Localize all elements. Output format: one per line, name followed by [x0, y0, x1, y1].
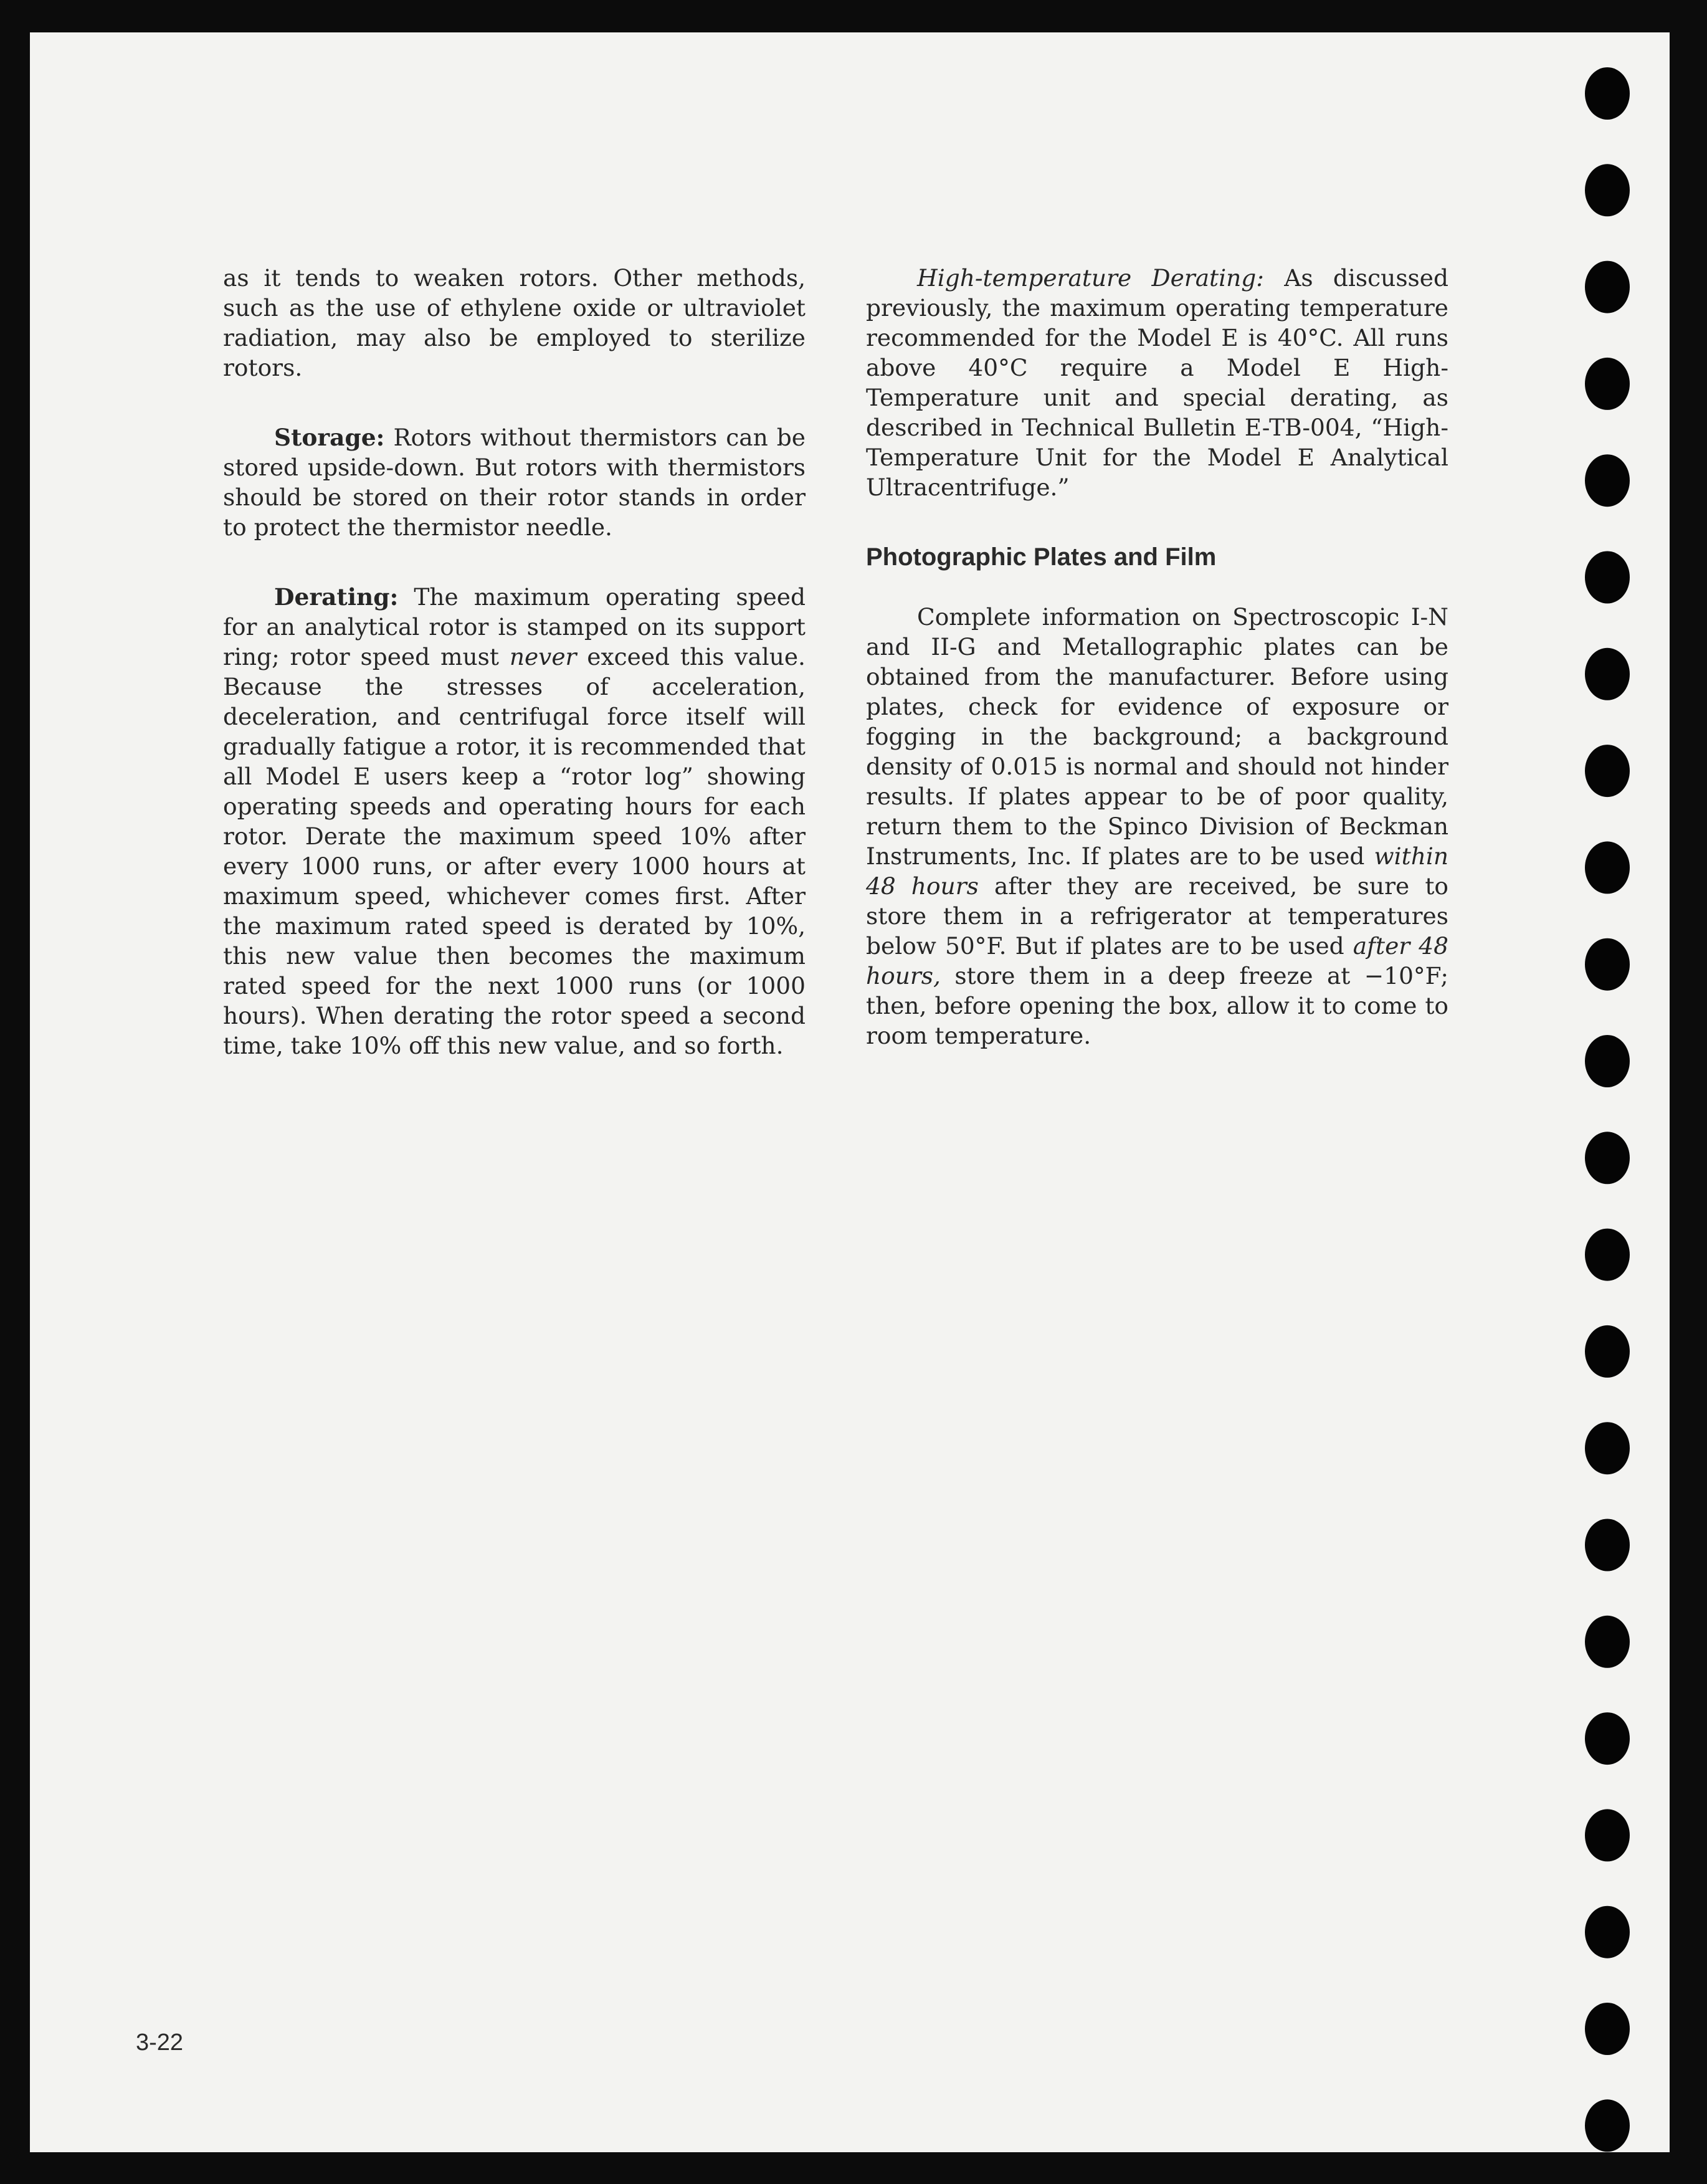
photo-text-part-1: Complete information on Spectroscopic I-N and II-G and Metallographic plates can be obtained from the manufacturer. Before using plates, check for evidence of exposure or fogging in the background; a background density of 0.015 is normal and should not hinder results. If plates appear to be of poor quality, return them to the Spinco Division of Beckman Instruments, Inc. If plates are to be used: [866, 603, 1448, 870]
paragraph-photographic-plates: [866, 602, 1448, 1051]
section-heading-photographic-plates: Photographic Plates and Film: [866, 543, 1217, 571]
high-temp-text: As discussed previously, the maximum operating temperature recommended for the Model E is 40°C. All runs above 40°C require a Model E High-Temperature unit and special derating, as described in Technical Bulletin E-TB-004, “High-Temperature Unit for the Model E Analytical Ultracentrifuge.”: [866, 264, 1448, 501]
derating-text-part-1: The maximum operating speed for an analytical rotor is stamped on its support ring; rotor speed must: [223, 583, 806, 670]
document-page: [30, 32, 1670, 2152]
paragraph-high-temp-derating: [866, 263, 1448, 502]
derating-emphasis: never: [509, 643, 577, 670]
paragraph-sterilization-continued: as it tends to weaken rotors. Other methods, such as the use of ethylene oxide or ultraviolet radiation, may also be employed to sterilize rotors.: [223, 264, 806, 381]
left-column: [223, 263, 806, 1061]
photo-text-part-3: store them in a deep freeze at −10°F; then, before opening the box, allow it to come to room temperature.: [866, 962, 1448, 1049]
storage-text: Rotors without thermistors can be stored upside-down. But rotors with thermistors should be stored on their rotor stands in order to protect the thermistor needle.: [223, 424, 806, 541]
page-number: 3-22: [136, 2029, 184, 2056]
photo-emphasis-after-48: after 48 hours,: [866, 932, 1449, 989]
right-column: [866, 263, 1448, 1051]
paragraph-storage: [223, 422, 806, 542]
high-temp-label: High-temperature Derating:: [917, 264, 1264, 292]
storage-label: Storage:: [274, 424, 385, 451]
paragraph-derating: [223, 582, 806, 1061]
derating-label: Derating:: [274, 583, 399, 611]
derating-text-part-2: exceed this value. Because the stresses of acceleration, deceleration, and centrifugal force itself will gradually fatigue a rotor, it is recommended that all Model E users keep a “rotor log” showing operating speeds and operating hours for each rotor. Derate the maximum speed 10% after every 1000 runs, or after every 1000 hours at maximum speed, whichever comes first. After the maximum rated speed is derated by 10%, this new value then becomes the maximum rated speed for the next 1000 runs (or 1000 hours). When derating the rotor speed a second time, take 10% off this new value, and so forth.: [223, 643, 806, 1059]
photo-text-part-2: after they are received, be sure to store them in a refrigerator at temperatures below 50°F. But if plates are to be used: [866, 872, 1448, 960]
photo-emphasis-within-48: within 48 hours: [866, 842, 1448, 900]
